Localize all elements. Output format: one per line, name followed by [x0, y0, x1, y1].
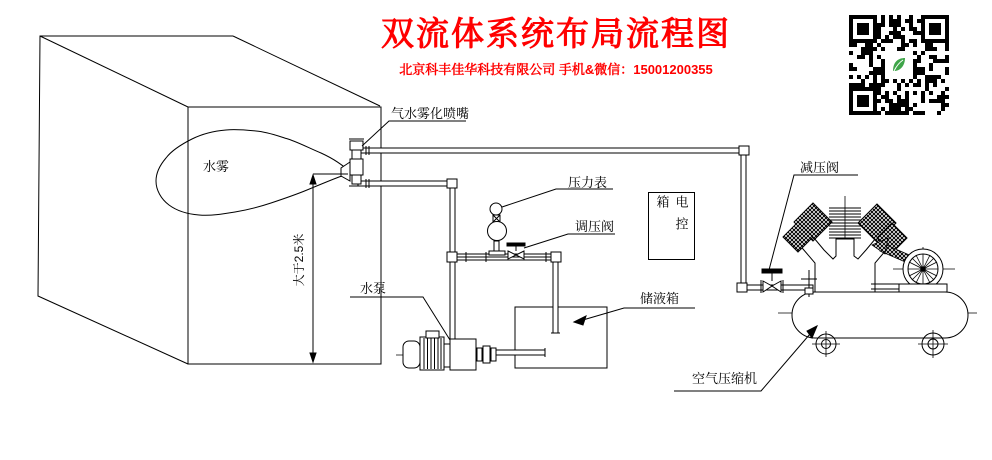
mist-cloud	[156, 130, 351, 216]
air-pipe-riser	[741, 148, 746, 290]
storage-tank	[515, 307, 607, 368]
suction-pipe	[496, 350, 545, 355]
leader-pressure-gauge	[502, 189, 613, 207]
terminal-box	[426, 331, 439, 338]
valve-handle	[507, 243, 525, 246]
air-compressor	[778, 196, 977, 358]
regulator-stem	[494, 241, 499, 252]
water-pipe-to-nozzle	[358, 181, 454, 186]
regulator-body	[488, 222, 507, 241]
mist-label: 水雾	[203, 159, 230, 174]
bypass-pipe-to-tank	[553, 254, 558, 333]
elbow-air-top	[739, 146, 749, 155]
atomizing-nozzle	[341, 139, 364, 186]
elbow-air-bottom	[737, 283, 747, 292]
pump-coupling	[444, 344, 450, 367]
valve-handle	[762, 269, 782, 273]
pressure-gauge-dial	[490, 203, 502, 215]
water-pump-label: 水泵	[360, 281, 387, 296]
pressure-gauge-label: 压力表	[568, 175, 608, 190]
qr-leaf-logo-icon	[886, 52, 912, 78]
nozzle-spray-tip	[341, 162, 350, 181]
elbow-water-top	[447, 179, 457, 188]
tee-manifold-left	[447, 252, 457, 262]
leader-storage-tank	[576, 308, 695, 322]
air-compressor-label: 空气压缩机	[692, 371, 758, 386]
nozzle-label: 气水雾化喷嘴	[391, 106, 470, 121]
storage-tank-label: 储液箱	[640, 291, 680, 306]
page-title: 双流体系统布局流程图	[381, 15, 731, 52]
reducing-valve-label: 减压阀	[800, 160, 840, 175]
company-contact-line: 北京科丰佳华科技有限公司 手机&微信：15001200355	[399, 62, 713, 77]
height-dimension	[310, 174, 348, 362]
pump-head	[450, 339, 476, 370]
union-3	[491, 348, 496, 361]
leader-nozzle	[362, 121, 466, 146]
union-1	[477, 348, 482, 361]
regulating-valve-label: 调压阀	[575, 219, 615, 234]
gauge-regulator-assembly	[488, 203, 507, 255]
water-pump	[396, 331, 496, 370]
motor-end-cap	[403, 341, 420, 368]
spray-room-box	[38, 36, 381, 364]
elbow-manifold-right	[551, 252, 561, 262]
regulator-base-flange	[489, 251, 505, 255]
electric-control-box: 电控箱	[648, 192, 695, 260]
union-2	[483, 346, 490, 363]
compressor-air-tank	[792, 292, 968, 338]
arrow-storage-tank	[574, 316, 586, 325]
air-pipe-top	[358, 148, 746, 153]
height-dimension-label: 大于2.5米	[292, 233, 306, 287]
motor-base	[871, 284, 947, 292]
leader-regulating-valve	[524, 234, 615, 248]
